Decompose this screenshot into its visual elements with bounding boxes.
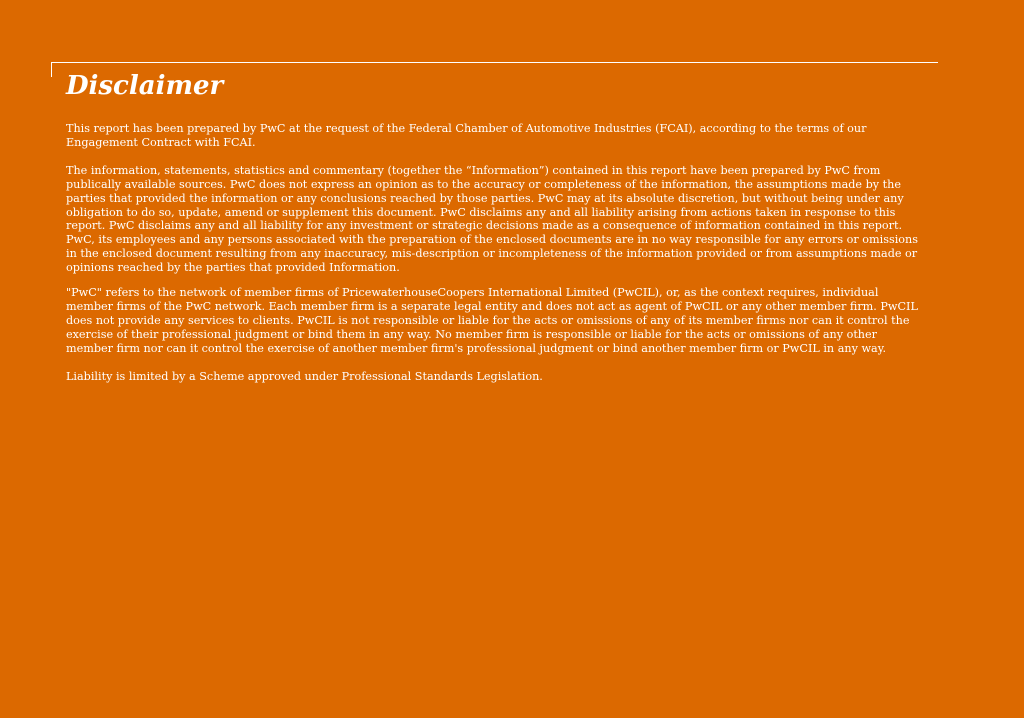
liability-paragraph: Liability is limited by a Scheme approved under Professional Standards Legislation. [66,369,543,383]
pwc-network-paragraph: "PwC" refers to the network of member firms of PricewaterhouseCoopers International Limited (PwCIL), or, as the context requires, individual member firms of the PwC network. Each member firm is a separate legal entity and does not act as agent of PwCIL or any other member firm. PwCIL does not provide any services to clients. PwCIL is not responsible or liable for the acts or omissions of any of its member firms nor can it control the exercise of their professional judgment or bind them in any way. No member firm is responsible or liable for the acts or omissions of any other member firm nor can it control the exercise of another member firm's professional judgment or bind another member firm or PwCIL in any way. [66,286,918,355]
disclaimer-body [66,122,921,384]
engagement-paragraph: This report has been prepared by PwC at the request of the Federal Chamber of Automotive Industries (FCAI), according to the terms of our Engagement Contract with FCAI. [66,122,867,149]
information-paragraph: The information, statements, statistics and commentary (together the “Information”) contained in this report have been prepared by PwC from publically available sources. PwC does not express an opinion as to the accuracy or completeness of the information, the assumptions made by the parties that provided the information or any conclusions reached by those parties. PwC may at its absolute discretion, but without being under any obligation to do so, update, amend or supplement this document. PwC disclaims any and all liability arising from actions taken in response to this report. PwC disclaims any and all liability for any investment or strategic decisions made as a consequence of information contained in this report. PwC, its employees and any persons associated with the preparation of the enclosed documents are in no way responsible for any errors or omissions in the enclosed document resulting from any inaccuracy, mis-description or incompleteness of the information provided or from assumptions made or opinions reached by the parties that provided Information. [66,163,918,275]
page-title: Disclaimer [66,71,224,101]
title-frame-left-tick [51,62,52,77]
title-frame-top-rule [51,62,938,63]
